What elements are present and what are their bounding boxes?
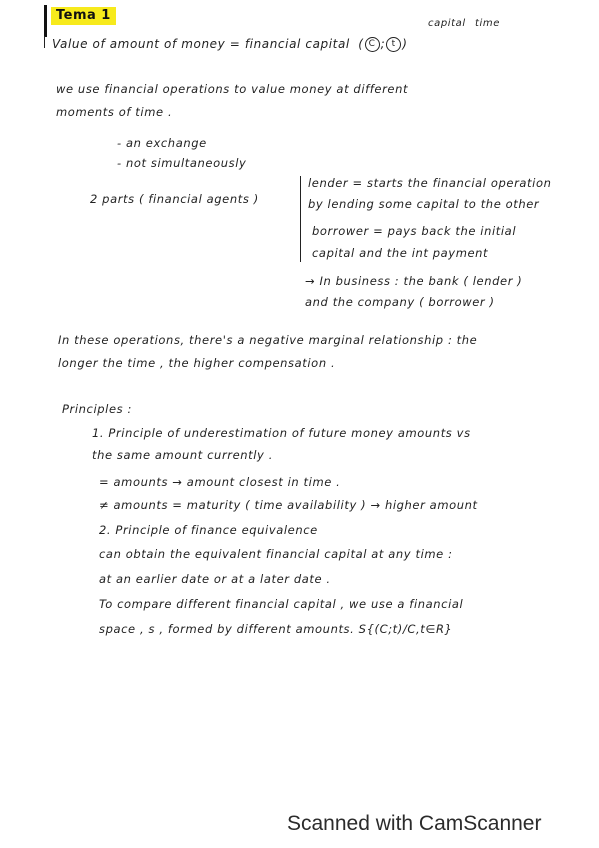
relationship-line-2: longer the time , the higher compensation . (58, 356, 336, 370)
capital-tuple: ( C ; t ) (358, 37, 408, 51)
camscanner-watermark: Scanned with CamScanner (287, 812, 542, 835)
title-margin-line (44, 5, 47, 37)
definition-margin-line (44, 36, 45, 48)
two-parts-label: 2 parts ( financial agents ) (90, 192, 259, 206)
definition-line (52, 37, 408, 52)
principle-1-line-2: the same amount currently . (92, 448, 273, 462)
bullet-not-simultaneous: - not simultaneously (117, 156, 247, 170)
lender-definition-cont: by lending some capital to the other (308, 197, 540, 211)
principles-heading: Principles : (62, 402, 132, 416)
intro-line-2: moments of time . (56, 105, 173, 119)
principle-2-heading: 2. Principle of finance equivalence (99, 523, 318, 537)
t-circle-symbol: t (386, 37, 401, 52)
principle-2-line-2: at an earlier date or at a later date . (99, 572, 331, 586)
relationship-line-1: In these operations, there's a negative marginal relationship : the (58, 333, 478, 347)
capital-annotation: capital (428, 18, 466, 29)
bullet-exchange: - an exchange (117, 136, 207, 150)
principle-2-line-3: To compare different financial capital , we use a financial (99, 597, 464, 611)
time-annotation: time (475, 18, 500, 29)
business-example-cont: and the company ( borrower ) (305, 295, 495, 309)
different-amounts-line: ≠ amounts = maturity ( time availability ) → higher amount (99, 498, 478, 512)
c-circle-symbol: C (365, 37, 380, 52)
principle-2-line-1: can obtain the equivalent financial capital at any time : (99, 547, 453, 561)
borrower-definition-cont: capital and the int payment (312, 246, 489, 260)
parts-bracket-line (300, 176, 301, 262)
principle-2-line-4: space , s , formed by different amounts. S{(C;t)/C,t∈R} (99, 622, 453, 636)
equal-amounts-line: = amounts → amount closest in time . (99, 475, 341, 489)
lender-definition: lender = starts the financial operation (308, 176, 552, 190)
principle-1-line-1: 1. Principle of underestimation of future money amounts vs (92, 426, 471, 440)
definition-text: Value of amount of money = financial capital (52, 37, 350, 51)
page-title: Tema 1 (51, 7, 116, 25)
borrower-definition: borrower = pays back the initial (312, 224, 517, 238)
business-example: → In business : the bank ( lender ) (305, 274, 523, 288)
intro-line-1: we use financial operations to value money at different (56, 82, 409, 96)
